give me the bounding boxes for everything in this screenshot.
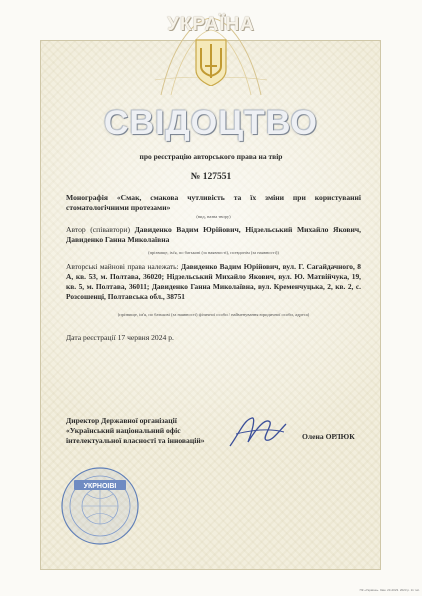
authors-names: Давиденко Вадим Юрійович, Нідзельський Михайло Якович, Давиденко Ганна Миколаївна [66,225,362,244]
director-name: Олена ОРЛЮК [302,432,355,441]
authors-caption: (прізвище, ім'я, по батькові (за наявності), псевдонім (за наявності)) [148,250,279,255]
rights-label: Авторські майнові права належать: [66,262,182,271]
official-seal [60,466,140,546]
print-footer: ПК «Україна». Зам. 23-2023. 2023 р. 11 тис. [359,588,420,592]
registration-date: Дата реєстрації 17 червня 2024 р. [66,333,174,342]
rights-block [66,262,361,302]
authors-label: Автор (співавтори) [66,225,130,234]
certificate-subtitle: про реєстрацію авторського права на твір [139,152,283,161]
country-name: УКРАЇНА [167,14,255,35]
certificate-title: СВІДОЦТВО [104,104,318,142]
work-caption: (вид, назва твору) [196,214,231,219]
rights-caption: (прізвище, ім'я, по батькові (за наявності) фізичної особи / найменування юридичної особи, адреса) [117,312,310,317]
work-name: Монографія «Смак, смакова чутливість та їх зміни при користуванні стоматологічними протезами» [66,193,361,212]
director-signature [222,412,292,454]
rights-text: Давиденко Вадим Юрійович, вул. Г. Сагайдачного, 8 А, кв. 53, м. Полтава, 36020; Нідзельський Михайло Якович, вул. Ю. Матвійчука, 19, кв. 5, м. Полтава, 36011; Давиденко Ганна Миколаївна, вул. Кременчуцька, 2, кв. 2, с. Розсошенці, Полтавська обл., 38751 [66,262,361,301]
trident-icon [193,36,229,86]
seal-text: УКРНОІВІ [83,482,117,490]
director-title: Директор Державної організації «Український національний офіс інтелектуальної власності та інновацій» [66,416,205,445]
certificate-number: № 127551 [190,172,232,182]
authors-block [66,225,361,245]
